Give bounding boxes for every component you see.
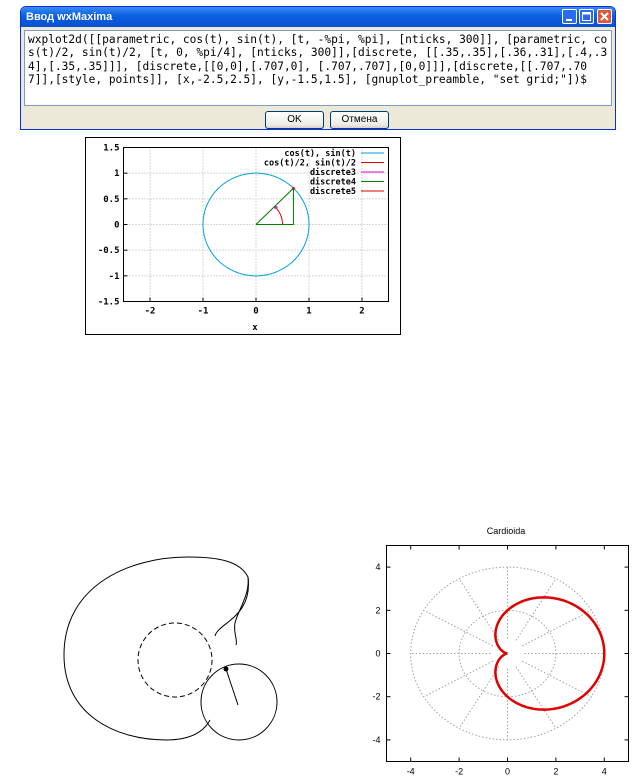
y-tick-label: -2 bbox=[372, 691, 381, 702]
y-tick-label: 0 bbox=[114, 220, 120, 231]
legend-entry-label: discrete3 bbox=[309, 168, 356, 178]
polar-grid-spoke bbox=[516, 579, 556, 641]
wxplot-chart bbox=[85, 137, 401, 335]
maxima-input-field[interactable]: wxplot2d([[parametric, cos(t), sin(t), [t, -%pi, %pi], [nticks, 300]], [parametric, cos(t)/2, sin(t)/2, [t, 0, %pi/4], [nticks, 300]],[discrete, [[.35,.35],[.36,.31],[.4,.34],[.35,.35]]], [discrete,[[0,0],[.707,0], [.707,.707],[0,0]]],[discrete,[[.707,.707]],[style, points]], [x,-2.5,2.5], [y,-1.5,1.5], [gnuplot_preamble, "set grid;"])$ bbox=[24, 30, 612, 106]
tracing-point bbox=[224, 667, 229, 672]
y-tick-label: 0.5 bbox=[103, 194, 120, 205]
tracing-segment bbox=[226, 669, 238, 705]
legend-entry-label: cos(t), sin(t) bbox=[284, 149, 356, 159]
legend-entry-label: cos(t)/2, sin(t)/2 bbox=[263, 158, 356, 169]
cardioid-polar-chart bbox=[354, 523, 643, 779]
x-axis-label: x bbox=[252, 323, 258, 333]
minimize-icon[interactable] bbox=[562, 9, 577, 24]
y-tick-label: 4 bbox=[375, 562, 381, 573]
cancel-button[interactable]: Отмена bbox=[330, 111, 389, 129]
outer-cardioid-cusp bbox=[235, 577, 249, 645]
x-tick-label: 4 bbox=[601, 766, 607, 777]
cardioid-construction-diagram bbox=[58, 555, 290, 747]
y-tick-label: -0.5 bbox=[97, 246, 120, 257]
dialog-titlebar[interactable] bbox=[21, 7, 615, 27]
y-tick-label: -1.5 bbox=[97, 297, 120, 308]
x-tick-label: 0 bbox=[504, 766, 511, 777]
fixed-circle bbox=[138, 623, 212, 697]
rolling-circle bbox=[201, 664, 277, 740]
polar-grid-spoke bbox=[522, 661, 591, 697]
y-tick-label: -4 bbox=[372, 734, 381, 745]
polar-grid-spoke bbox=[459, 579, 499, 641]
x-tick-label: -4 bbox=[406, 766, 415, 777]
y-tick-label: -1 bbox=[108, 271, 120, 282]
close-icon[interactable] bbox=[597, 9, 612, 24]
series-discrete5-point bbox=[292, 187, 295, 190]
y-tick-label: 1 bbox=[114, 169, 120, 180]
legend-entry-label: discrete5 bbox=[309, 187, 356, 197]
x-tick-label: 2 bbox=[553, 766, 559, 777]
chart-title: Cardioida bbox=[486, 526, 526, 536]
y-tick-label: 1.5 bbox=[103, 143, 120, 154]
maximize-icon[interactable] bbox=[579, 9, 594, 24]
polar-grid-spoke bbox=[459, 667, 499, 729]
wxmaxima-input-dialog bbox=[20, 6, 616, 130]
polar-grid-spoke bbox=[424, 610, 493, 646]
legend-entry-label: discrete4 bbox=[309, 177, 356, 188]
x-tick-label: 0 bbox=[253, 306, 259, 317]
x-tick-label: -2 bbox=[455, 766, 464, 777]
y-tick-label: 0 bbox=[375, 648, 381, 659]
x-tick-label: 2 bbox=[359, 306, 365, 317]
dialog-title: Ввод wxMaxima bbox=[26, 11, 113, 23]
ok-button[interactable]: OK bbox=[265, 111, 324, 129]
polar-grid-spoke bbox=[522, 610, 591, 646]
outer-cardioid-curve bbox=[64, 557, 248, 740]
x-tick-label: -1 bbox=[197, 306, 209, 317]
x-tick-label: -2 bbox=[144, 306, 156, 317]
x-tick-label: 1 bbox=[306, 306, 312, 317]
polar-grid-spoke bbox=[424, 661, 493, 697]
y-tick-label: 2 bbox=[375, 605, 381, 616]
polar-grid-spoke bbox=[516, 667, 556, 729]
